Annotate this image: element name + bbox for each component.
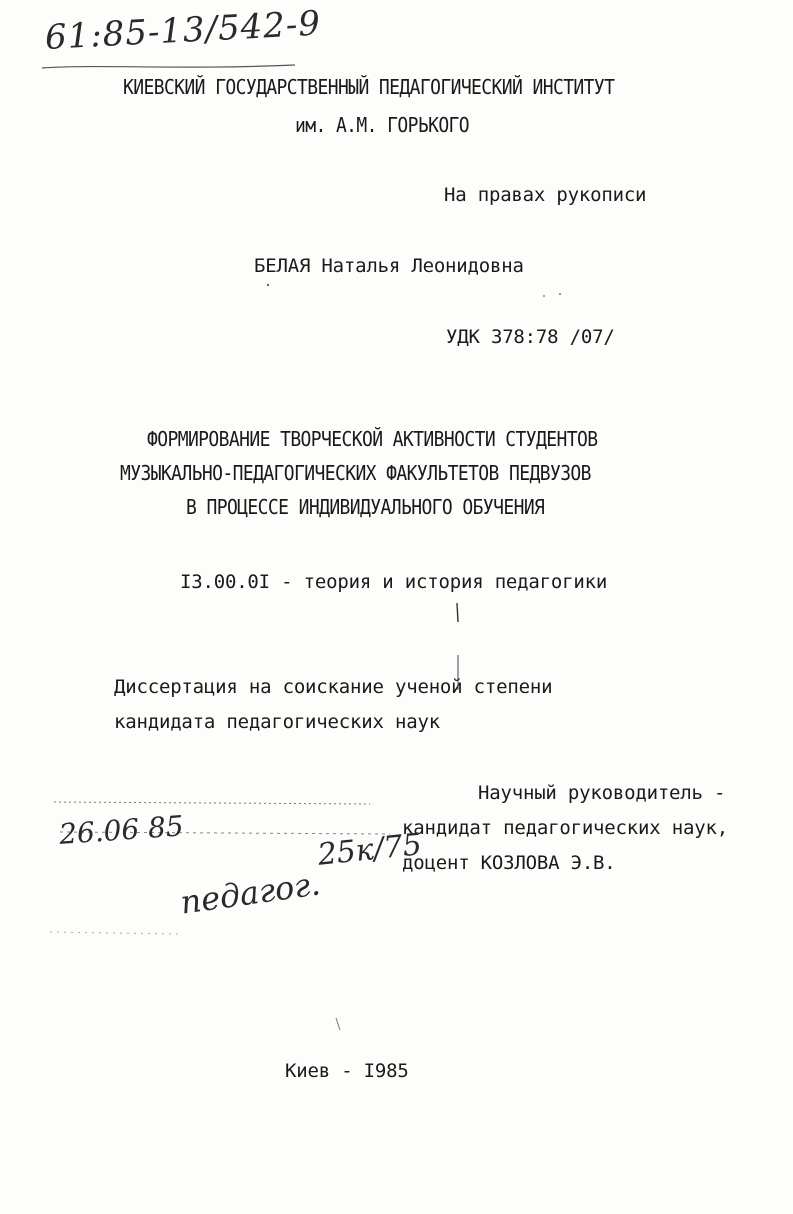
dissertation-line-1: Диссертация на соискание ученой степени [114,676,553,698]
supervisor-line-2: кандидат педагогических наук, [402,817,728,839]
place-year: Киев - I985 [285,1060,409,1082]
title-line-3: В ПРОЦЕССЕ ИНДИВИДУАЛЬНОГО ОБУЧЕНИЯ [186,496,545,520]
supervisor-line-3: доцент КОЗЛОВА Э.В. [402,852,616,874]
handwritten-code: 25к/75 [316,827,424,873]
handwritten-shelfmark: 61:85-13/542-9 [44,3,322,58]
handwritten-subject: педагог. [178,864,323,922]
rights-note: На правах рукописи [444,184,647,206]
specialty-code: I3.00.0I - теория и история педагогики [180,571,608,593]
udc-code: УДК 378:78 /07/ [446,326,615,348]
supervisor-line-1: Научный руководитель - [478,782,726,804]
handwritten-date: 26.06 85 [58,809,185,851]
institute-line-2: им. А.М. ГОРЬКОГО [295,114,470,138]
title-line-2: МУЗЫКАЛЬНО-ПЕДАГОГИЧЕСКИХ ФАКУЛЬТЕТОВ ПЕДВУЗОВ [120,462,591,486]
institute-line-1: КИЕВСКИЙ ГОСУДАРСТВЕННЫЙ ПЕДАГОГИЧЕСКИЙ ИНСТИТУТ [123,76,615,100]
dissertation-line-2: кандидата педагогических наук [114,711,440,733]
author-name: БЕЛАЯ Наталья Леонидовна [254,255,524,277]
title-line-1: ФОРМИРОВАНИЕ ТВОРЧЕСКОЙ АКТИВНОСТИ СТУДЕНТОВ [147,428,598,452]
